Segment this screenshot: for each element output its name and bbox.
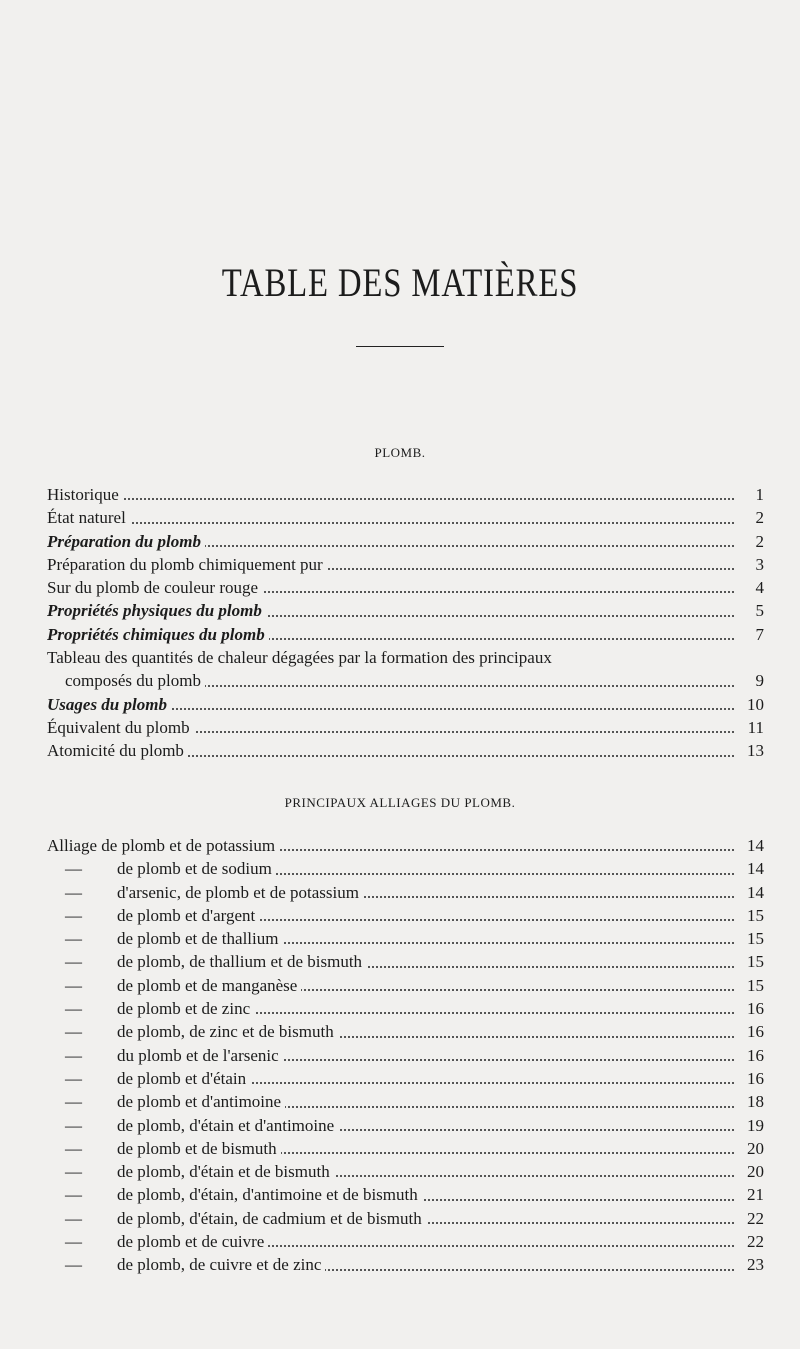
ditto-dash: —: [65, 1160, 82, 1183]
page-title: TABLE DES MATIÈRES: [221, 259, 579, 305]
toc-page-number: 14: [741, 857, 764, 880]
toc-page-number: 16: [741, 1044, 764, 1067]
toc-page-number: 9: [750, 669, 765, 692]
toc-page-number: 23: [741, 1253, 764, 1276]
toc-entry-continuation: [65, 669, 764, 692]
toc-page-number: 19: [741, 1114, 764, 1137]
toc-page-number: 16: [741, 997, 764, 1020]
toc-entry: [47, 553, 764, 576]
toc-entry-label: d'arsenic, de plomb et de potassium: [117, 881, 363, 904]
toc-entry: [47, 950, 764, 973]
toc-page-number: 3: [750, 553, 765, 576]
toc-entry-label: de plomb et de bismuth: [117, 1137, 281, 1160]
toc-entry-label: de plomb et de zinc: [117, 997, 254, 1020]
toc-entry: [47, 716, 764, 739]
toc-entry: [47, 739, 764, 762]
section-heading-alliages: PRINCIPAUX ALLIAGES DU PLOMB.: [284, 795, 516, 810]
ditto-dash: —: [65, 974, 82, 997]
toc-entry-label: Propriétés physiques du plomb: [47, 601, 266, 620]
toc-page-number: 5: [750, 599, 765, 622]
toc-entry: [47, 1207, 764, 1230]
ditto-dash: —: [65, 904, 82, 927]
ditto-dash: —: [65, 1067, 82, 1090]
toc-entry: [47, 1114, 764, 1137]
toc-entry-label: de plomb et de manganèse: [117, 974, 301, 997]
toc-page-number: 15: [741, 904, 764, 927]
toc-entry-label: Propriétés chimiques du plomb: [47, 625, 269, 644]
toc-entry: [47, 693, 764, 716]
toc-page-number: 16: [741, 1020, 764, 1043]
toc-page-number: 22: [741, 1207, 764, 1230]
toc-page-number: 4: [750, 576, 765, 599]
toc-entry: [47, 857, 764, 880]
toc-entry-label-cont: composés du plomb: [65, 671, 205, 690]
dot-leader: [47, 498, 734, 500]
toc-page-number: 15: [741, 950, 764, 973]
toc-entry: [47, 646, 764, 693]
toc-entry-label: de plomb et d'argent: [117, 904, 259, 927]
toc-page-number: 2: [750, 506, 765, 529]
toc-entry-label: de plomb, d'étain et de bismuth: [117, 1160, 334, 1183]
toc-alliages: [47, 834, 764, 1277]
toc-entry: [47, 576, 764, 599]
toc-entry: [47, 834, 764, 857]
toc-entry-label: Usages du plomb: [47, 695, 171, 714]
toc-entry-label: de plomb, de cuivre et de zinc: [117, 1253, 325, 1276]
ditto-dash: —: [65, 1253, 82, 1276]
toc-entry-label: Sur du plomb de couleur rouge: [47, 578, 262, 597]
ditto-dash: —: [65, 1114, 82, 1137]
toc-entry-label: Préparation du plomb chimiquement pur: [47, 555, 327, 574]
toc-entry-label: de plomb et de sodium: [117, 857, 276, 880]
toc-page-number: 18: [741, 1090, 764, 1113]
ditto-dash: —: [65, 1230, 82, 1253]
ditto-dash: —: [65, 1137, 82, 1160]
toc-entry-label: de plomb, d'étain, d'antimoine et de bismuth: [117, 1183, 422, 1206]
toc-page-number: 2: [750, 530, 765, 553]
toc-entry-label: de plomb, d'étain, de cadmium et de bismuth: [117, 1207, 426, 1230]
toc-entry-label: de plomb et de thallium: [117, 927, 282, 950]
toc-entry: [47, 506, 764, 529]
toc-entry: [47, 599, 764, 622]
toc-entry-label: de plomb, de zinc et de bismuth: [117, 1020, 338, 1043]
toc-page-number: 13: [741, 739, 764, 762]
toc-entry: [47, 1020, 764, 1043]
title-divider: [356, 346, 444, 347]
toc-page-number: 15: [741, 927, 764, 950]
toc-page-number: 15: [741, 974, 764, 997]
toc-entry-label: Alliage de plomb et de potassium: [47, 836, 279, 855]
toc-entry: [47, 1253, 764, 1276]
toc-entry-label: de plomb, de thallium et de bismuth: [117, 950, 366, 973]
dot-leader: [47, 522, 734, 524]
toc-page-number: 1: [750, 483, 765, 506]
ditto-dash: —: [65, 1020, 82, 1043]
ditto-dash: —: [65, 950, 82, 973]
ditto-dash: —: [65, 1183, 82, 1206]
ditto-dash: —: [65, 857, 82, 880]
toc-page-number: 21: [741, 1183, 764, 1206]
toc-entry: [47, 1183, 764, 1206]
toc-page-number: 10: [741, 693, 764, 716]
toc-entry: [47, 927, 764, 950]
toc-entry: [47, 997, 764, 1020]
toc-page-number: 14: [741, 834, 764, 857]
toc-entry-label: Historique: [47, 485, 123, 504]
toc-entry: [47, 1230, 764, 1253]
toc-entry-label: de plomb et de cuivre: [117, 1230, 268, 1253]
toc-page-number: 14: [741, 881, 764, 904]
toc-page-number: 11: [742, 716, 764, 739]
ditto-dash: —: [65, 881, 82, 904]
toc-entry-label: Atomicité du plomb: [47, 741, 188, 760]
section-heading-plomb: PLOMB.: [374, 445, 426, 460]
toc-entry: [47, 623, 764, 646]
toc-page-number: 16: [741, 1067, 764, 1090]
toc-page-number: 7: [750, 623, 765, 646]
toc-entry: [47, 1160, 764, 1183]
toc-entry: [47, 530, 764, 553]
toc-entry-label: de plomb, d'étain et d'antimoine: [117, 1114, 338, 1137]
toc-page-number: 20: [741, 1160, 764, 1183]
toc-entry-label: du plomb et de l'arsenic: [117, 1044, 283, 1067]
ditto-dash: —: [65, 1044, 82, 1067]
toc-entry-label: Préparation du plomb: [47, 532, 205, 551]
toc-entry: [47, 1067, 764, 1090]
toc-entry: [47, 881, 764, 904]
toc-entry: [47, 1137, 764, 1160]
toc-page-number: 22: [741, 1230, 764, 1253]
toc-entry: [47, 1044, 764, 1067]
ditto-dash: —: [65, 1207, 82, 1230]
toc-entry-label: de plomb et d'antimoine: [117, 1090, 285, 1113]
toc-entry: [47, 974, 764, 997]
ditto-dash: —: [65, 997, 82, 1020]
toc-entry-label: Équivalent du plomb: [47, 718, 194, 737]
toc-entry: [47, 483, 764, 506]
toc-plomb: [47, 483, 764, 763]
toc-page-number: 20: [741, 1137, 764, 1160]
toc-entry-label: Tableau des quantités de chaleur dégagées par la formation des principaux: [47, 648, 552, 668]
ditto-dash: —: [65, 1090, 82, 1113]
toc-entry: [47, 1090, 764, 1113]
toc-entry-label: de plomb et d'étain: [117, 1067, 250, 1090]
ditto-dash: —: [65, 927, 82, 950]
toc-entry-label: État naturel: [47, 508, 130, 527]
toc-entry: [47, 904, 764, 927]
